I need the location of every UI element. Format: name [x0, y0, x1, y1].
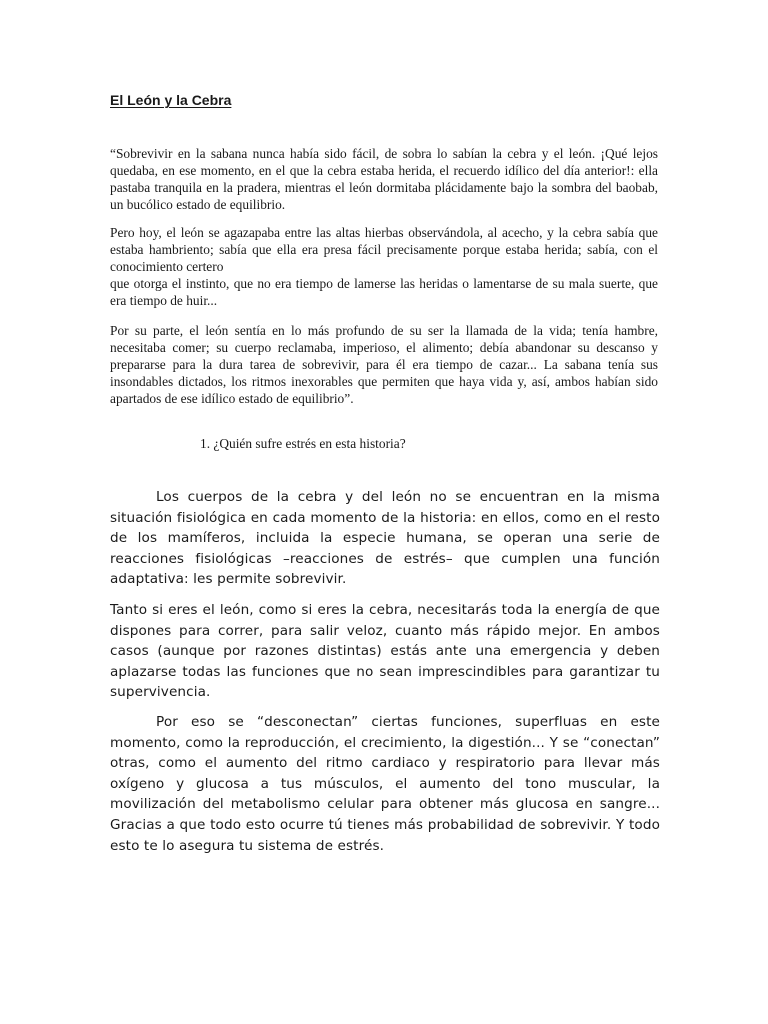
- story-paragraph-2-part-a: Pero hoy, el león se agazapaba entre las altas hierbas observándola, al acecho, y la cebra sabía que estaba hambriento; sabía que ella era presa fácil precisamente porque estaba herida; sabía, con el conocimiento certero: [110, 225, 658, 274]
- answer-paragraph-2: Tanto si eres el león, como si eres la cebra, necesitarás toda la energía de que dispones para correr, para salir veloz, cuanto más rápido mejor. En ambos casos (aunque por razones distintas) estás ante una emergencia y deben aplazarse todas las funciones que no sean imprescindibles para garantizar tu supervivencia.: [110, 602, 660, 701]
- question-text: ¿Quién sufre estrés en esta historia?: [213, 436, 406, 451]
- answer-paragraph-3: Por eso se “desconectan” ciertas funciones, superfluas en este momento, como la reproducción, el crecimiento, la digestión... Y se “conectan” otras, como el aumento del ritmo cardiaco y respiratorio para llevar más oxígeno y glucosa a tus músculos, el aumento del tono muscular, la movilización del metabolismo celular para obtener más glucosa en sangre... Gracias a que todo esto ocurre tú tienes más probabilidad de sobrevivir. Y todo esto te lo asegura tu sistema de estrés.: [110, 714, 660, 854]
- answer-paragraph-1: Los cuerpos de la cebra y del león no se encuentran en la misma situación fisiológica en cada momento de la historia: en ellos, como en el resto de los mamíferos, incluida la especie humana, se operan una serie de reacciones fisiológicas –reacciones de estrés– que cumplen una función adaptativa: les permite sobrevivir.: [110, 489, 660, 588]
- document-title: El León y la Cebra: [110, 92, 232, 108]
- story-paragraph-3: Por su parte, el león sentía en lo más profundo de su ser la llamada de la vida; tenía hambre, necesitaba comer; su cuerpo reclamaba, imperioso, el alimento; debía abandonar su descanso y prepararse para la dura tarea de sobrevivir, para él era tiempo de cazar... La sabana tenía sus insondables dictados, los ritmos inexorables que permiten que haya vida y, así, ambos habían sido apartados de ese idílico estado de equilibrio”.: [110, 323, 658, 406]
- story-paragraph-2-part-b: que otorga el instinto, que no era tiempo de lamerse las heridas o lamentarse de su mala suerte, que era tiempo de huir...: [110, 276, 658, 308]
- story-paragraph-1: “Sobrevivir en la sabana nunca había sido fácil, de sobra lo sabían la cebra y el león. ¡Qué lejos quedaba, en ese momento, en el que la cebra estaba herida, el recuerdo idílico del día anterior!: ella pastaba tranquila en la pradera, mientras el león dormitaba plácidamente bajo la sombra del baobab, un bucólico estado de equilibrio.: [110, 146, 658, 212]
- question-item: [200, 435, 406, 452]
- story-paragraph-2: [110, 224, 658, 309]
- question-number: 1.: [200, 436, 211, 451]
